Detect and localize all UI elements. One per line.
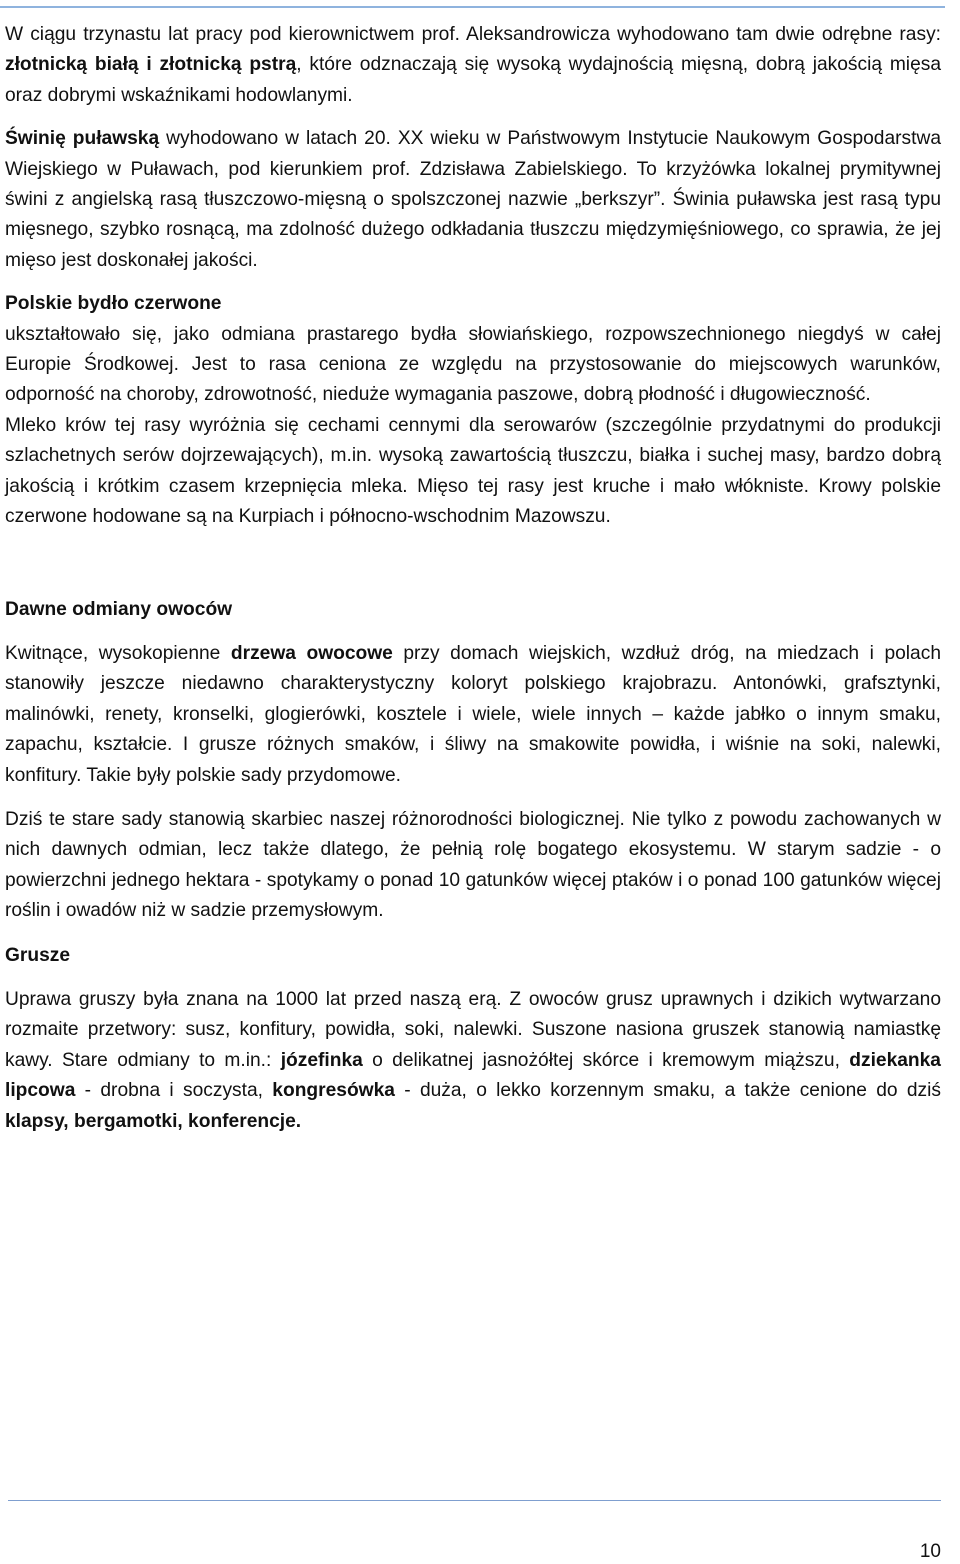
- bold-zlotnicka-breeds: złotnicką białą i złotnicką pstrą: [5, 54, 297, 76]
- heading-grusze: Grusze: [5, 944, 71, 966]
- bold-jozefinka: józefinka: [280, 1049, 363, 1071]
- paragraph-drzewa: Kwitnące, wysokopienne drzewa owocowe przy domach wiejskich, wzdłuż dróg, na miedzach i polach stanowiły jeszcze niedawno charakterystyczny koloryt polskiego krajobrazu. Antonówki, grafsztynki, malinówki, renety, kronselki, glogierówki, kosztele i wiele, wiele innych – każde jabłko o innym smaku, zapachu, kształcie. I grusze różnych smaków, i śliwy na smakowite powidła, i wiśnie na soki, nalewki, konfitury. Takie były polskie sady przydomowe.: [5, 642, 941, 786]
- paragraph-grusze: Uprawa gruszy była znana na 1000 lat przed naszą erą. Z owoców grusz uprawnych i dzikich wytwarzano rozmaite przetwory: susz, konfitury, powidła, soki, nalewki. Suszone nasiona gruszek stanowią namiastkę kawy. Stare odmiany to m.in.: józefinka o delikatnej jasnożółtej skórce i kremowym miąższu, dziekanka lipcowa - drobna i soczysta, kongresówka - duża, o lekko korzennym smaku, a także cenione do dziś klapsy, bergamotki, konferencje.: [5, 988, 942, 1132]
- paragraph-mleko: Mleko krów tej rasy wyróżnia się cechami cennymi dla serowarów (szczególnie przydatnymi do produkcji szlachetnych serów dojrzewających), m.in. wysoką zawartością tłuszczu, białka i suchej masy, bardzo dobrą jakością i krótkim czasem krzepnięcia mleka. Mięso tej rasy jest kruche i mało włókniste. Krowy polskie czerwone hodowane są na Kurpiach i północno-wschodnim Mazowszu.: [5, 414, 941, 528]
- bold-dziekanka: dziekanka lipcowa: [5, 1049, 941, 1102]
- document-body: [5, 20, 941, 1137]
- paragraph-pulawska: Świnię puławską wyhodowano w latach 20. XX wieku w Państwowym Instytucie Naukowym Gospodarstwa Wiejskiego w Puławach, pod kierunkiem prof. Zdzisława Zabielskiego. To krzyżówka lokalnej prymitywnej świni z angielską rasą tłuszczowo-mięsną o spolszczonej nazwie „berkszyr”. Świnia puławska jest rasą typu mięsnego, szybko rosnącą, ma zdolność dużego odkładania tłuszczu międzymięśniowego, co sprawia, że jej mięso jest doskonałej jakości.: [5, 128, 941, 271]
- bold-kongresowka: kongresówka: [272, 1080, 395, 1102]
- heading-polskie-bydlo: Polskie bydło czerwone: [5, 293, 222, 315]
- top-rule: [0, 6, 945, 8]
- page-number: 10: [919, 1541, 941, 1562]
- paragraph-zlotnicka: W ciągu trzynastu lat pracy pod kierownictwem prof. Aleksandrowicza wyhodowano tam dwie odrębne rasy: złotnicką białą i złotnicką pstrą, które odznaczają się wysoką wydajnością mięsną, dobrą jakością mięsa oraz dobrymi wskaźnikami hodowlanymi.: [5, 24, 942, 106]
- heading-dawne-odmiany: Dawne odmiany owoców: [5, 598, 233, 620]
- paragraph-bydlo: ukształtowało się, jako odmiana prastarego bydła słowiańskiego, rozpowszechnionego niegdyś w całej Europie Środkowej. Jest to rasa ceniona ze względu na przystosowanie do miejscowych warunków, odporność na choroby, zdrowotność, nieduże wymagania paszowe, dobrą płodność i długowieczność.: [5, 323, 941, 406]
- footer-rule: [8, 1500, 941, 1501]
- bold-klapsy: klapsy, bergamotki, konferencje.: [5, 1110, 302, 1132]
- bold-drzewa-owocowe: drzewa owocowe: [230, 642, 393, 664]
- paragraph-sady: Dziś te stare sady stanowią skarbiec naszej różnorodności biologicznej. Nie tylko z powodu zachowanych w nich dawnych odmian, lecz także dlatego, że pełnią rolę bogatego ekosystemu. W starym sadzie - o powierzchni jednego hektara - spotykamy o ponad 10 gatunków więcej ptaków i o ponad 100 gatunków więcej roślin i owadów niż w sadzie przemysłowym.: [5, 808, 941, 922]
- bold-pulawska: Świnię puławską: [5, 128, 160, 150]
